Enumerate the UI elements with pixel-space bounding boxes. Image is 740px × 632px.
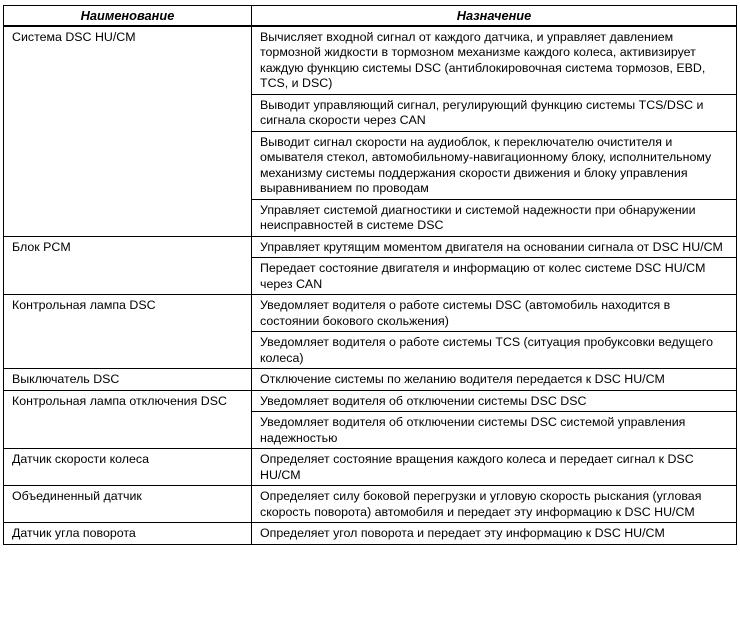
header-row [4,6,737,26]
component-name-cell: Контрольная лампа DSC [4,295,252,369]
purpose-cell: Управляет системой диагностики и системой надежности при обнаружении неисправностей в системе DSC [252,199,737,236]
purpose-cell: Уведомляет водителя об отключении системы DSC DSC [252,390,737,412]
table-row [4,369,737,391]
purpose-cell: Отключение системы по желанию водителя передается к DSC HU/CM [252,369,737,391]
purpose-cell: Выводит управляющий сигнал, регулирующий функцию системы TCS/DSC и сигнала скорости через CAN [252,94,737,131]
purpose-cell: Уведомляет водителя о работе системы TCS (ситуация пробуксовки ведущего колеса) [252,332,737,369]
purpose-cell: Уведомляет водителя об отключении системы DSC системой управления надежностью [252,412,737,449]
component-name-cell: Датчик скорости колеса [4,449,252,486]
purpose-cell: Передает состояние двигателя и информацию от колес системе DSC HU/CM через CAN [252,258,737,295]
header-name: Наименование [4,6,252,26]
purpose-cell: Уведомляет водителя о работе системы DSC (автомобиль находится в состоянии бокового скольжения) [252,295,737,332]
purpose-cell: Определяет силу боковой перегрузки и угловую скорость рыскания (угловая скорость поворота) автомобиля и передает эту информацию к DSC HU/CM [252,486,737,523]
component-name-cell: Блок PCM [4,236,252,295]
component-name-cell: Система DSC HU/CM [4,26,252,237]
component-name-cell: Контрольная лампа отключения DSC [4,390,252,449]
purpose-cell: Управляет крутящим моментом двигателя на основании сигнала от DSC HU/CM [252,236,737,258]
table-row [4,390,737,412]
purpose-cell: Вычисляет входной сигнал от каждого датчика, и управляет давлением тормозной жидкости в тормозном механизме каждого колеса, активизирует каждую функцию системы DSC (антиблокировочная система тормозов, EBD, TCS, и DSC) [252,26,737,95]
table-row [4,236,737,258]
table-row [4,523,737,545]
header-purpose: Назначение [252,6,737,26]
component-name-cell: Датчик угла поворота [4,523,252,545]
table-row [4,486,737,523]
component-name-cell: Выключатель DSC [4,369,252,391]
table-row [4,295,737,332]
purpose-cell: Определяет угол поворота и передает эту информацию к DSC HU/CM [252,523,737,545]
table-row [4,26,737,95]
component-table [3,5,737,545]
purpose-cell: Выводит сигнал скорости на аудиоблок, к переключателю очистителя и омывателя стекол, автомобильному-навигационному блоку, исполнительному механизму системы поддержания скорости движения и блоку управления выравниванием по проводам [252,131,737,199]
component-name-cell: Объединенный датчик [4,486,252,523]
purpose-cell: Определяет состояние вращения каждого колеса и передает сигнал к DSC HU/CM [252,449,737,486]
table-row [4,449,737,486]
